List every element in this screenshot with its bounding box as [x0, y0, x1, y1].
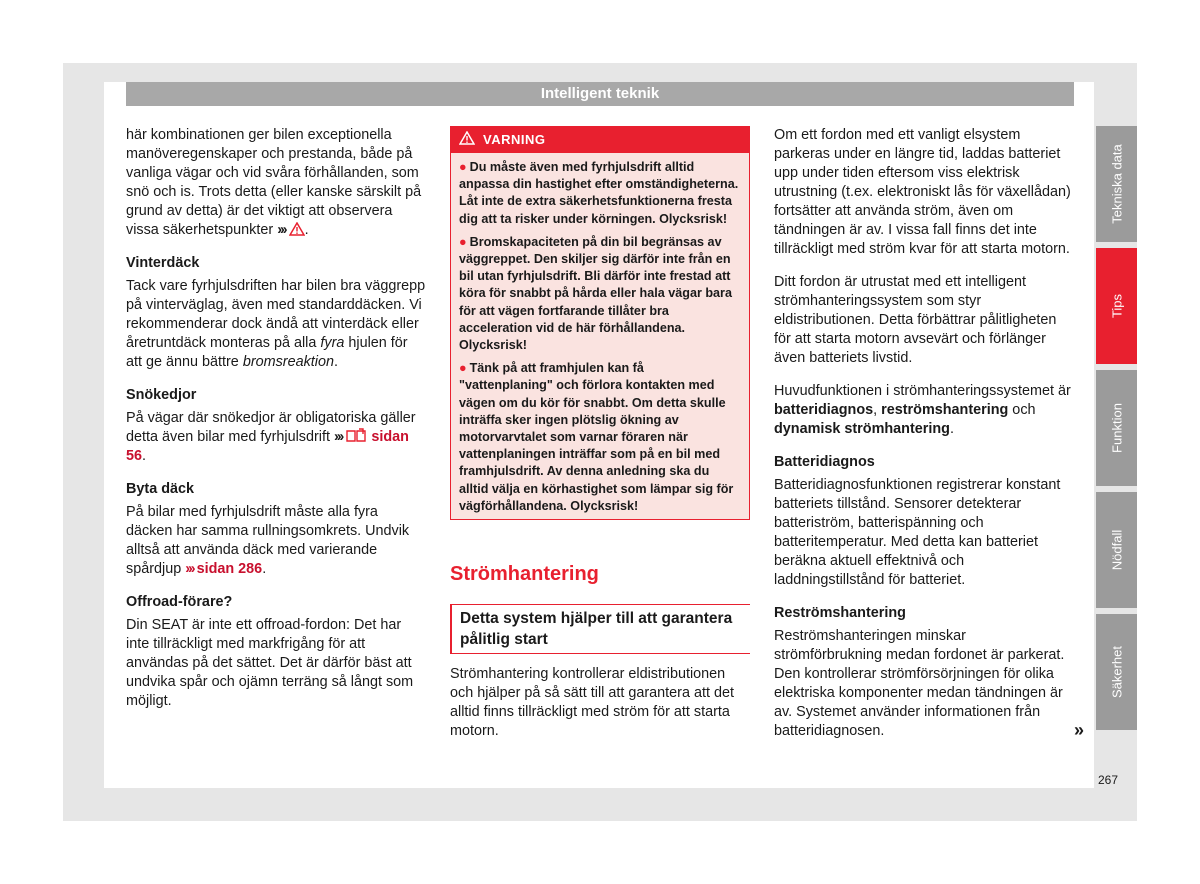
column-right [774, 126, 1074, 755]
section-title: Strömhantering [450, 563, 599, 585]
tab-nodfall[interactable]: Nödfall [1096, 492, 1137, 608]
snow-chains-page-link[interactable]: sidan 56 [126, 429, 409, 464]
offroad-text: Din SEAT är inte ett offroad-fordon: Det har inte tillräckligt med markfrigång för att användas på det sättet. Det är därför bäst att undvika spår och ojämn terräng så långt som möjligt. [126, 617, 414, 709]
battery-paragraph-2: Ditt fordon är utrustat med ett intelligent strömhanteringssystem som styr eldistributionen. Detta förbättrar pålitligheten för att starta motorn avsevärt och förlänger även batteriets livstid. [774, 274, 1057, 366]
section-subtitle: Detta system hjälper till att garantera pålitlig start [450, 604, 750, 654]
column-left [126, 126, 426, 725]
warning-box [450, 126, 750, 520]
snow-chains-text: På vägar där snökedjor är obligatoriska gäller detta även bilar med fyrhjulsdrift ››› sidan 56. [126, 410, 416, 464]
bullet-icon: ● [459, 234, 467, 249]
change-tires-heading: Byta däck [126, 481, 194, 497]
battery-diagnosis-text: Batteridiagnosfunktionen registrerar konstant batteriets tillstånd. Sensorer detekterar batteriström, batterispänning och batteritemperatur. Med detta kan batteriet beräkna aktuell effektnivå och laddningstillstånd för batteriet. [774, 477, 1061, 588]
book-reference-icon [345, 428, 367, 443]
battery-paragraph-1: Om ett fordon med ett vanligt elsystem parkeras under en längre tid, laddas batteriet upp under tiden eftersom viss elektrisk utrustning (t.ex. elektroniskt lås för växellådan) fortsätter att använda ström, även om tändningen är av. I vissa fall finns det inte tillräckligt med ström kvar för att starta motorn. [774, 127, 1071, 257]
warning-header [451, 127, 749, 153]
intro-paragraph: här kombinationen ger bilen exceptionella manöveregenskaper och prestanda, både på vanliga vägar och vid svåra förhållanden, som snö och is. Trots detta (eller kanske särskilt på grund av detta) är det viktigt att observera vissa säkerhetspunkter ››› . [126, 127, 422, 238]
winter-tires-heading: Vinterdäck [126, 255, 200, 271]
winter-tires-text: Tack vare fyrhjulsdriften har bilen bra väggrepp på vinterväglag, även med standarddäcken. Vi rekommenderar dock ändå att vinterdäck eller åretruntdäck monteras på alla fyra hjulen för att ge ännu bättre bromsreaktion. [126, 278, 426, 370]
page-number: 267 [1098, 773, 1119, 787]
warning-item: ● Du måste även med fyrhjulsdrift alltid anpassa din hastighet efter omständigheterna. Låt inte de extra säkerhetsfunktionerna fresta dig att ta risker under körningen. Olycksrisk! [459, 160, 739, 226]
warning-item: ● Bromskapaciteten på din bil begränsas av väggreppet. Den skiljer sig därför inte från en bil utan fyrhjulsdrift. Bli därför inte frestad att köra för snabbt på hårda eller hala vägar bara för att vägen fortfarande tillåter bra acceleration vid de här förhållandena. Olycksrisk! [459, 234, 732, 353]
change-tires-text: På bilar med fyrhjulsdrift måste alla fyra däcken har samma rullningsomkrets. Undvik alltså att använda däck med varierande spårdjup ››› sidan 286. [126, 504, 410, 577]
tab-sakerhet[interactable]: Säkerhet [1096, 614, 1137, 730]
section-intro-text: Strömhantering kontrollerar eldistributionen och hjälper på så sätt till att garantera att det alltid finns tillräckligt med ström för att starta motorn. [450, 666, 734, 739]
warning-body [451, 153, 749, 515]
snow-chains-heading: Snökedjor [126, 387, 197, 403]
bullet-icon: ● [459, 160, 467, 174]
warning-triangle-icon [459, 128, 475, 154]
reference-arrows: ››› [277, 222, 286, 238]
tab-tekniska-data[interactable]: Tekniska data [1096, 126, 1137, 242]
warning-item: ● Tänk på att framhjulen kan få "vattenplaning" och förlora kontakten med vägen om du kör för snabbt. Om detta skulle inträffa sker ingen plötslig ökning av motorvarvtalet som varnar föraren när vattenplaningen inträffar som på en bil med framhjulsdrift. Av denna anledning ska du alltid välja en körhastighet som lämpar sig för vägförhållandena. Olycksrisk! [459, 361, 734, 513]
residual-current-text: Reströmshanteringen minskar strömförbrukning medan fordonet är parkerat. Den kontrollerar strömförsörjningen för olika elektriska komponenter medan tändningen är av. Systemet använder informationen från batteridiagnosen. [774, 628, 1065, 739]
offroad-heading: Offroad-förare? [126, 594, 233, 610]
continue-arrow-icon: » [1074, 720, 1085, 740]
tab-funktion[interactable]: Funktion [1096, 370, 1137, 486]
warning-title: VARNING [483, 132, 546, 147]
warning-triangle-icon [289, 222, 305, 236]
change-tires-page-link[interactable]: sidan 286 [196, 561, 263, 577]
tab-tips[interactable]: Tips [1096, 248, 1137, 364]
bullet-icon: ● [459, 361, 467, 376]
residual-current-heading: Reströmshantering [774, 605, 906, 621]
battery-diagnosis-heading: Batteridiagnos [774, 454, 875, 470]
chapter-header: Intelligent teknik [126, 82, 1074, 106]
battery-paragraph-3: Huvudfunktionen i strömhanteringssystemet är batteridiagnos, reströmshantering och dynamisk strömhantering. [774, 383, 1071, 437]
